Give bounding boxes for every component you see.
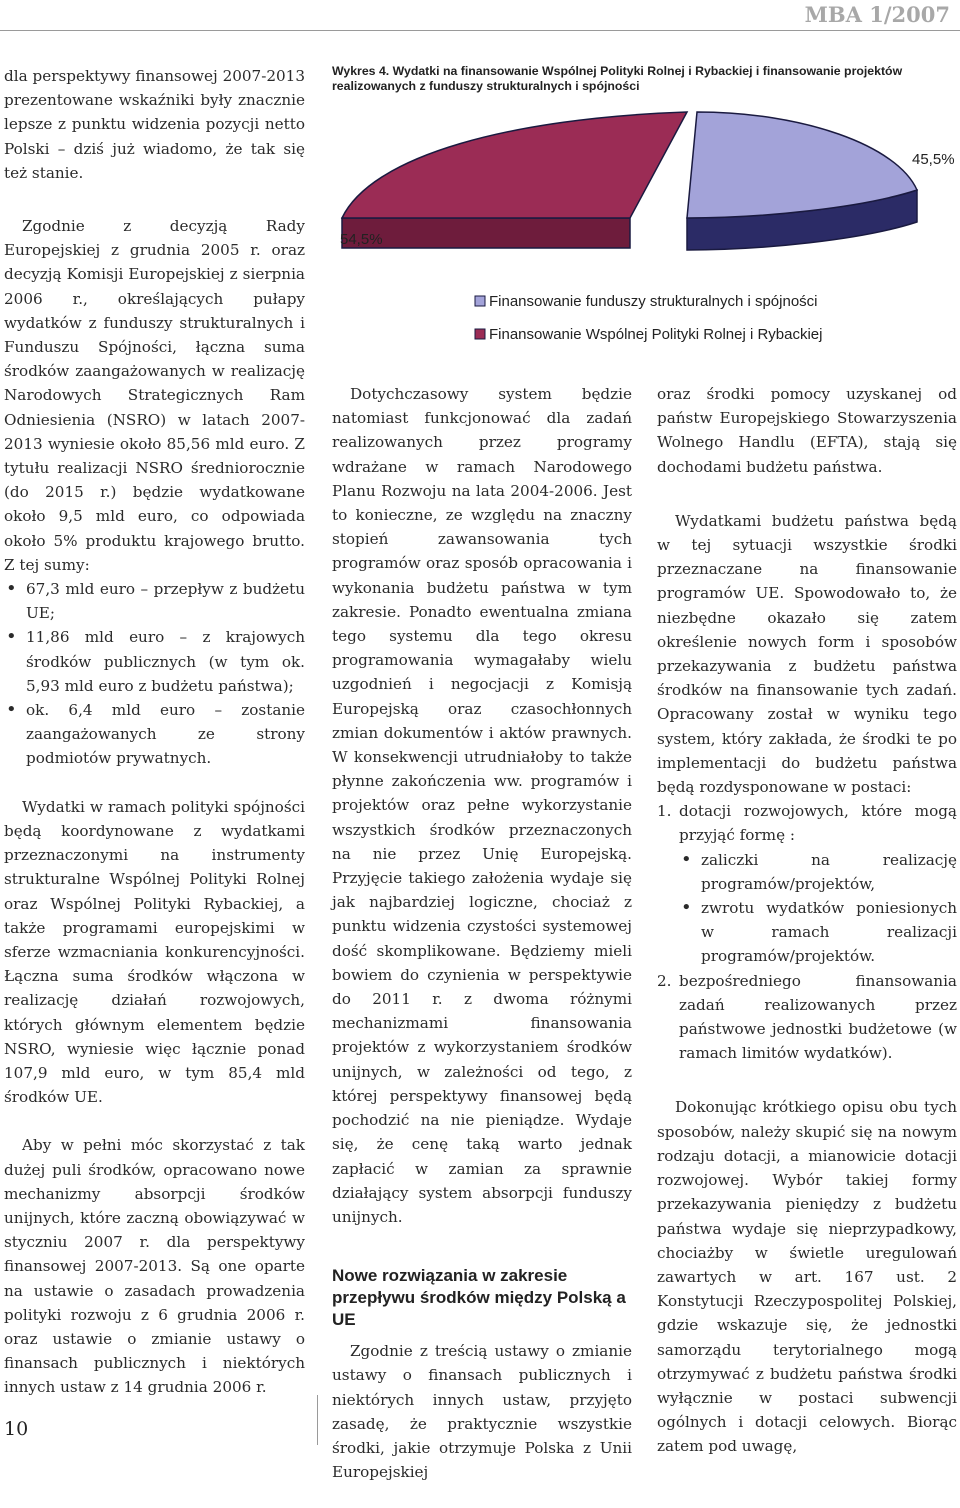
list-item: • ok. 6,4 mld euro – zostanie zaangażowanych ze strony podmiotów prywatnych. <box>4 698 305 771</box>
paragraph: Wydatkami budżetu państwa będą w tej sytuacji wszystkie środki przeznaczane na finansowanie programów UE. Spowodowało to, że niezbędne okazało się zatem określenie nowych form i sposobów przekazywania z budżetu państwa środków na finansowanie tych zadań. Opracowany został w wyniku tego system, który zakłada, że środki te po implementacji do budżetu państwa będą rozdysponowane w postaci: <box>657 511 957 797</box>
column-left <box>4 64 305 1424</box>
pie-chart <box>332 100 958 350</box>
list-item <box>657 969 957 1066</box>
journal-title: MBA 1/2007 <box>804 2 950 27</box>
paragraph: dla perspektywy finansowej 2007-2013 prezentowane wskaźniki były znacznie lepsze z punktu widzenia pozycji netto Polski – dziś już wiadomo, że tak się też stanie. <box>4 67 305 182</box>
list-item <box>657 799 957 968</box>
paragraph: Zgodnie z decyzją Rady Europejskiej z grudnia 2005 r. oraz decyzją Komisji Europejskiej z sierpnia 2006 r., określających pułapy wydatków z funduszy strukturalnych i Funduszu Spójności, łączna suma środków zaangażowanych w realizację Narodowych Strategicznych Ram Odniesienia (NSRO) w latach 2007-2013 wyniesie około 85,56 mld euro. Z tytułu realizacji NSRO średniorocznie (do 2015 r.) będzie wydatkowane około 9,5 mld euro, co odpowiada około 5% produktu krajowego brutto. Z tej sumy: <box>4 217 305 574</box>
list-item-text: bezpośredniego finansowania zadań realizowanych przez państwowe jednostki budżetowe (w ramach limitów wydatków). <box>679 971 957 1063</box>
paragraph: Dotychczasowy system będzie natomiast funkcjonować dla zadań realizowanych przez programy wdrażane w ramach Narodowego Planu Rozwoju na lata 2004-2006. Jest to konieczne, ze względu na znaczny stopień zawansowania tych programów oraz sposób opracowania i wykonania budżetu państwa w tym zakresie. Ponadto ewentualna zmiana tego systemu dla tego okresu programowania wymagałaby wielu uzgodnień i negocjacji z Komisją Europejską oraz czasochłonnych zmian dokumentów i aktów prawnych. W konsekwencji utrudniałoby to także płynne zakończenia ww. programów i projektów oraz pełne wykorzystanie wszystkich środków przeznaczonych na nie przez Unię Europejską. Przyjęcie takiego założenia wydaje się jak najbardziej logiczne, chociaż z punktu widzenia czystości systemowej dość skomplikowane. Będziemy mieli bowiem do czynienia w perspektywie do 2011 r. z dwoma różnymi mechanizmami finansowania projektów z wykorzystaniem środków unijnych, w zależności od tego, z której perspektywy finansowej będą pochodzić na nie pieniądze. Wydaje się, że cenę taką warto jednak zapłacić w zamian za sprawnie działający system absorpcji funduszy unijnych. <box>332 385 632 1226</box>
bullet-list <box>679 848 957 969</box>
legend-swatch-structural <box>475 296 485 306</box>
list-item: • 11,86 mld euro – z krajowych środków publicznych (w tym ok. 5,93 mld euro z budżetu państwa); <box>4 625 305 698</box>
paragraph: Dokonując krótkiego opisu obu tych sposobów, należy skupić się na nowym rodzaju dotacji, a mianowicie dotacji rozwojowej. Wybór takiej formy przekazywania pieniędzy z budżetu państwa wydaje się nieprzypadkowy, chociażby w świetle uregulowań zawartych w art. 167 ust. 2 Konstytucji Rzeczypospolitej Polskiej, gdzie wskazuje się, że jednostki samorządu terytorialnego mogą otrzymywać z budżetu państwa środki wyłącznie w postaci subwencji ogólnych i dotacji celowych. Biorąc zatem pod uwagę, <box>657 1098 957 1456</box>
numbered-list <box>657 799 957 1065</box>
column-middle <box>332 382 632 1508</box>
paragraph: Wydatki w ramach polityki spójności będą koordynowane z wydatkami przeznaczonymi na instrumenty strukturalne Wspólnej Polityki Rolnej oraz Wspólnej Polityki Rybackiej, a także programami europejskimi w sferze wzmacniania konkurencyjności. Łączna suma środków włączona w realizację działań rozwojowych, których głównym elementem będzie NSRO, wyniesie więc łącznie ponad 107,9 mld euro, w tym 85,4 mld środków UE. <box>4 797 305 1107</box>
legend-swatch-agri <box>475 329 485 339</box>
slice-label-agri: 54,5% <box>340 231 383 248</box>
list-item-text: dotacji rozwojowych, które mogą przyjąć formę : <box>679 802 957 845</box>
list-item: • zwrotu wydatków poniesionych w ramach realizacji programów/projektów. <box>679 896 957 969</box>
chart-title: Wykres 4. Wydatki na finansowanie Wspólnej Polityki Rolnej i Rybackiej i finansowanie projektów realizowanych z funduszy strukturalnych i spójności <box>332 64 903 93</box>
paragraph: oraz środki pomocy uzyskanej od państw Europejskiego Stowarzyszenia Wolnego Handlu (EFTA), stają się dochodami budżetu państwa. <box>657 385 957 476</box>
legend-label-structural: Finansowanie funduszy strukturalnych i spójności <box>489 293 818 310</box>
column-right <box>657 382 957 1483</box>
slice-label-structural: 45,5% <box>912 151 955 168</box>
slice-agri <box>342 112 687 218</box>
paragraph: Aby w pełni móc skorzystać z tak dużej puli środków, opracowano nowe mechanizmy absorpcji środków unijnych, które zaczną obowiązywać w styczniu 2007 r. dla perspektywy finansowej 2007-2013. Są one oparte na ustawie o zasadach prowadzenia polityki rozwoju z 6 grudnia 2006 r. oraz ustawie o zmianie ustawy o finansach publicznych i niektórych innych ustaw z 14 grudnia 2006 r. <box>4 1136 305 1397</box>
column-rule <box>317 1395 318 1445</box>
page-number: 10 <box>4 1418 29 1440</box>
list-item: • 67,3 mld euro – przepływ z budżetu UE; <box>4 577 305 625</box>
list-number: 1. <box>657 802 672 821</box>
legend-label-agri: Finansowanie Wspólnej Polityki Rolnej i Rybackiej <box>489 326 823 343</box>
slice-agri-side <box>342 218 630 248</box>
paragraph: Zgodnie z treścią ustawy o zmianie ustawy o finansach publicznych i niektórych innych ustaw, przyjęto zasadę, że praktycznie wszystkie środki, jakie otrzymuje Polska z Unii Europejskiej <box>332 1342 632 1482</box>
list-number: 2. <box>657 971 672 990</box>
header-rule <box>0 30 960 31</box>
section-heading: Nowe rozwiązania w zakresie przepływu środków między Polską a UE <box>332 1266 626 1330</box>
list-item: • zaliczki na realizację programów/projektów, <box>679 848 957 896</box>
bullet-list <box>4 577 305 771</box>
